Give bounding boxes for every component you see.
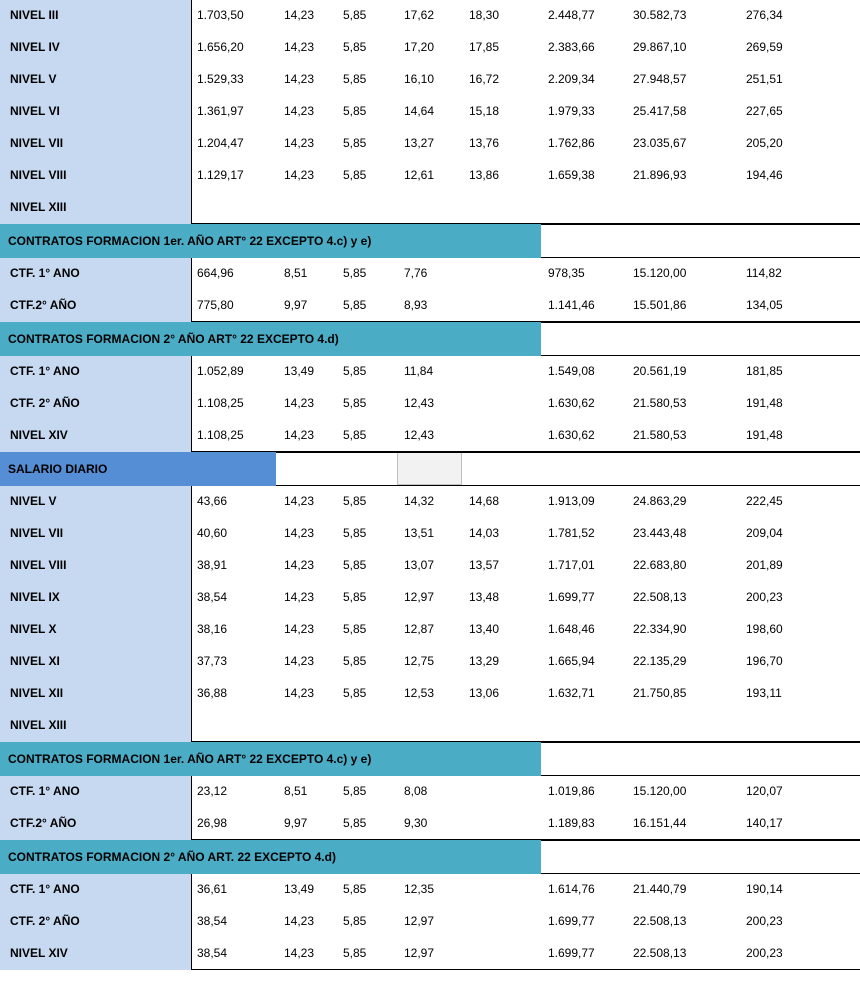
cell-value: 222,45 [746,494,783,508]
cell-value: 30.582,73 [633,8,687,22]
salario-diario-text: SALARIO DIARIO [8,462,108,476]
table-row [0,32,860,64]
cell-value: 120,07 [746,784,783,798]
cell-value: 14,23 [284,946,315,960]
section-header [0,840,541,874]
cell-value: 269,59 [746,40,783,54]
cell-value: 200,23 [746,914,783,928]
cell-value: 1.632,71 [548,686,595,700]
cell-value: 14,23 [284,40,315,54]
row-divider [191,969,860,970]
table-row [0,356,860,388]
row-label: CTF.2° AÑO [10,298,77,312]
cell-value: 9,30 [404,816,428,830]
cell-value: 13,51 [404,526,435,540]
table-row [0,582,860,614]
cell-value: 12,43 [404,428,435,442]
cell-value: 20.561,19 [633,364,687,378]
cell-value: 205,20 [746,136,783,150]
cell-value: 191,48 [746,428,783,442]
cell-value: 5,85 [343,104,367,118]
cell-value: 2.448,77 [548,8,595,22]
cell-value: 201,89 [746,558,783,572]
cell-value: 5,85 [343,558,367,572]
cell-value: 775,80 [197,298,234,312]
cell-value: 13,06 [469,686,500,700]
cell-value: 5,85 [343,526,367,540]
cell-value: 38,54 [197,946,228,960]
row-label: NIVEL V [10,494,57,508]
column-divider [191,776,192,840]
cell-value: 190,14 [746,882,783,896]
table-row [0,614,860,646]
table-row [0,710,860,742]
cell-value: 1.108,25 [197,396,244,410]
table-row [0,0,860,32]
cell-value: 5,85 [343,882,367,896]
cell-value: 15.120,00 [633,784,687,798]
cell-value: 14,23 [284,168,315,182]
cell-value: 5,85 [343,494,367,508]
cell-value: 194,46 [746,168,783,182]
cell-value: 36,88 [197,686,228,700]
cell-value: 14,23 [284,686,315,700]
cell-value: 14,23 [284,558,315,572]
column-divider [191,486,192,742]
cell-value: 1.549,08 [548,364,595,378]
row-label: CTF. 2° AÑO [10,396,80,410]
table-row [0,906,860,938]
cell-value: 200,23 [746,946,783,960]
table-row [0,290,860,322]
table-row [0,258,860,290]
cell-value: 1.361,97 [197,104,244,118]
salario-diario-header [0,452,276,486]
table-row [0,938,860,970]
cell-value: 22.334,90 [633,622,687,636]
cell-value: 27.948,57 [633,72,687,86]
cell-value: 14,23 [284,622,315,636]
cell-value: 1.699,77 [548,914,595,928]
cell-value: 13,27 [404,136,435,150]
table-row [0,64,860,96]
cell-value: 13,57 [469,558,500,572]
cell-value: 1.659,38 [548,168,595,182]
section-header-text: CONTRATOS FORMACION 1er. AÑO ART° 22 EXCEPTO 4.c) y e) [8,234,372,248]
cell-value: 22.508,13 [633,590,687,604]
table-row [0,420,860,452]
row-divider [541,322,860,323]
row-divider [541,742,860,743]
cell-value: 15.501,86 [633,298,687,312]
cell-value: 14,32 [404,494,435,508]
cell-value: 12,75 [404,654,435,668]
cell-value: 1.052,89 [197,364,244,378]
section-header-text: CONTRATOS FORMACION 2° AÑO ART° 22 EXCEPTO 4.d) [8,332,339,346]
cell-value: 21.580,53 [633,428,687,442]
cell-value: 17,20 [404,40,435,54]
row-label: NIVEL VIII [10,168,67,182]
cell-value: 18,30 [469,8,500,22]
row-label: NIVEL VII [10,526,64,540]
cell-value: 8,08 [404,784,428,798]
cell-value: 1.108,25 [197,428,244,442]
cell-value: 1.189,83 [548,816,595,830]
row-label: NIVEL XIV [10,428,68,442]
cell-value: 1.129,17 [197,168,244,182]
cell-value: 276,34 [746,8,783,22]
cell-value: 38,54 [197,590,228,604]
section-header [0,742,541,776]
cell-value: 1.703,50 [197,8,244,22]
table-row [0,678,860,710]
row-label: CTF. 2° AÑO [10,914,80,928]
table-row [0,160,860,192]
cell-value: 14,23 [284,494,315,508]
cell-value: 14,64 [404,104,435,118]
cell-value: 14,23 [284,104,315,118]
cell-value: 8,51 [284,266,308,280]
row-label: NIVEL VI [10,104,60,118]
cell-value: 12,87 [404,622,435,636]
row-label: CTF. 1° ANO [10,784,80,798]
cell-value: 23.443,48 [633,526,687,540]
cell-value: 23,12 [197,784,228,798]
cell-value: 8,51 [284,784,308,798]
cell-value: 12,53 [404,686,435,700]
cell-value: 200,23 [746,590,783,604]
cell-value: 1.630,62 [548,428,595,442]
cell-value: 29.867,10 [633,40,687,54]
cell-value: 14,03 [469,526,500,540]
cell-value: 5,85 [343,364,367,378]
table-row [0,128,860,160]
cell-value: 5,85 [343,72,367,86]
cell-value: 5,85 [343,946,367,960]
cell-value: 13,40 [469,622,500,636]
cell-value: 14,23 [284,590,315,604]
cell-value: 1.141,46 [548,298,595,312]
table-row [0,96,860,128]
table-row [0,646,860,678]
cell-value: 1.781,52 [548,526,595,540]
cell-value: 191,48 [746,396,783,410]
cell-value: 12,97 [404,590,435,604]
table-row [0,192,860,224]
cell-value: 1.913,09 [548,494,595,508]
cell-value: 13,76 [469,136,500,150]
cell-value: 5,85 [343,396,367,410]
cell-value: 21.750,85 [633,686,687,700]
cell-value: 1.019,86 [548,784,595,798]
cell-value: 13,49 [284,882,315,896]
cell-value: 5,85 [343,168,367,182]
cell-value: 13,07 [404,558,435,572]
section-header-text: CONTRATOS FORMACION 2° AÑO ART. 22 EXCEPTO 4.d) [8,850,336,864]
cell-value: 12,35 [404,882,435,896]
cell-value: 8,93 [404,298,428,312]
cell-value: 21.580,53 [633,396,687,410]
cell-value: 22.508,13 [633,914,687,928]
cell-value: 7,76 [404,266,428,280]
cell-value: 15.120,00 [633,266,687,280]
cell-value: 14,68 [469,494,500,508]
cell-value: 664,96 [197,266,234,280]
cell-value: 181,85 [746,364,783,378]
row-label: NIVEL V [10,72,57,86]
cell-value: 1.717,01 [548,558,595,572]
section-header [0,322,541,356]
row-label: NIVEL III [10,8,59,22]
cell-value: 5,85 [343,136,367,150]
cell-value: 5,85 [343,622,367,636]
cell-value: 14,23 [284,396,315,410]
cell-value: 38,54 [197,914,228,928]
section-header [0,224,541,258]
cell-value: 16,72 [469,72,500,86]
row-label: NIVEL VII [10,136,64,150]
section-header-text: CONTRATOS FORMACION 1er. AÑO ART° 22 EXCEPTO 4.c) y e) [8,752,372,766]
cell-value: 1.630,62 [548,396,595,410]
row-label: NIVEL XIII [10,200,67,214]
row-label: NIVEL XII [10,686,64,700]
row-label: NIVEL IV [10,40,60,54]
cell-value: 196,70 [746,654,783,668]
table-row [0,486,860,518]
cell-value: 1.614,76 [548,882,595,896]
cell-value: 13,49 [284,364,315,378]
cell-value: 198,60 [746,622,783,636]
cell-value: 5,85 [343,784,367,798]
cell-value: 227,65 [746,104,783,118]
cell-value: 16.151,44 [633,816,687,830]
cell-value: 22.683,80 [633,558,687,572]
cell-value: 12,97 [404,914,435,928]
cell-value: 21.896,93 [633,168,687,182]
cell-value: 43,66 [197,494,228,508]
table-row [0,518,860,550]
cell-value: 12,97 [404,946,435,960]
cell-value: 36,61 [197,882,228,896]
cell-value: 11,84 [404,364,434,378]
cell-value: 37,73 [197,654,228,668]
cell-value: 5,85 [343,686,367,700]
row-label: CTF.2° AÑO [10,816,77,830]
cell-value: 22.508,13 [633,946,687,960]
cell-value: 1.762,86 [548,136,595,150]
row-label: CTF. 1° ANO [10,266,80,280]
cell-value: 5,85 [343,298,367,312]
cell-value: 14,23 [284,8,315,22]
cell-value: 5,85 [343,8,367,22]
table-row [0,550,860,582]
cell-value: 14,23 [284,72,315,86]
cell-value: 1.529,33 [197,72,244,86]
cell-value: 14,23 [284,428,315,442]
row-label: NIVEL IX [10,590,60,604]
cell-value: 209,04 [746,526,783,540]
column-divider [191,874,192,970]
cell-value: 114,82 [746,266,782,280]
column-divider [191,258,192,322]
cell-value: 5,85 [343,266,367,280]
column-divider [191,0,192,224]
row-label: NIVEL X [10,622,57,636]
cell-value: 134,05 [746,298,783,312]
table-row [0,388,860,420]
cell-value: 1.204,47 [197,136,244,150]
empty-cell-box [397,452,462,485]
cell-value: 978,35 [548,266,585,280]
cell-value: 5,85 [343,590,367,604]
cell-value: 1.979,33 [548,104,595,118]
cell-value: 14,23 [284,654,315,668]
row-label: NIVEL XI [10,654,60,668]
cell-value: 9,97 [284,298,308,312]
cell-value: 17,85 [469,40,500,54]
cell-value: 13,29 [469,654,500,668]
cell-value: 1.648,46 [548,622,595,636]
row-divider [541,224,860,225]
row-label: NIVEL VIII [10,558,67,572]
cell-value: 24.863,29 [633,494,687,508]
table-row [0,776,860,808]
cell-value: 1.699,77 [548,946,595,960]
cell-value: 2.383,66 [548,40,595,54]
cell-value: 15,18 [469,104,500,118]
cell-value: 5,85 [343,654,367,668]
cell-value: 38,16 [197,622,228,636]
cell-value: 17,62 [404,8,435,22]
cell-value: 14,23 [284,136,315,150]
cell-value: 5,85 [343,40,367,54]
table-row [0,874,860,906]
cell-value: 26,98 [197,816,228,830]
cell-value: 251,51 [746,72,783,86]
cell-value: 14,23 [284,914,315,928]
row-label: CTF. 1° ANO [10,882,80,896]
cell-value: 23.035,67 [633,136,687,150]
cell-value: 21.440,79 [633,882,687,896]
cell-value: 25.417,58 [633,104,687,118]
cell-value: 22.135,29 [633,654,687,668]
cell-value: 5,85 [343,914,367,928]
cell-value: 1.656,20 [197,40,244,54]
cell-value: 140,17 [746,816,783,830]
row-label: NIVEL XIII [10,718,67,732]
row-divider [541,840,860,841]
cell-value: 12,43 [404,396,435,410]
table-row [0,808,860,840]
cell-value: 14,23 [284,526,315,540]
cell-value: 13,48 [469,590,500,604]
cell-value: 5,85 [343,816,367,830]
column-divider [191,356,192,452]
cell-value: 5,85 [343,428,367,442]
cell-value: 2.209,34 [548,72,595,86]
cell-value: 193,11 [746,686,782,700]
cell-value: 9,97 [284,816,308,830]
cell-value: 12,61 [404,168,435,182]
cell-value: 38,91 [197,558,228,572]
cell-value: 16,10 [404,72,435,86]
cell-value: 40,60 [197,526,228,540]
row-label: CTF. 1° ANO [10,364,80,378]
cell-value: 1.665,94 [548,654,595,668]
cell-value: 1.699,77 [548,590,595,604]
row-divider [276,452,860,453]
row-label: NIVEL XIV [10,946,68,960]
cell-value: 13,86 [469,168,500,182]
